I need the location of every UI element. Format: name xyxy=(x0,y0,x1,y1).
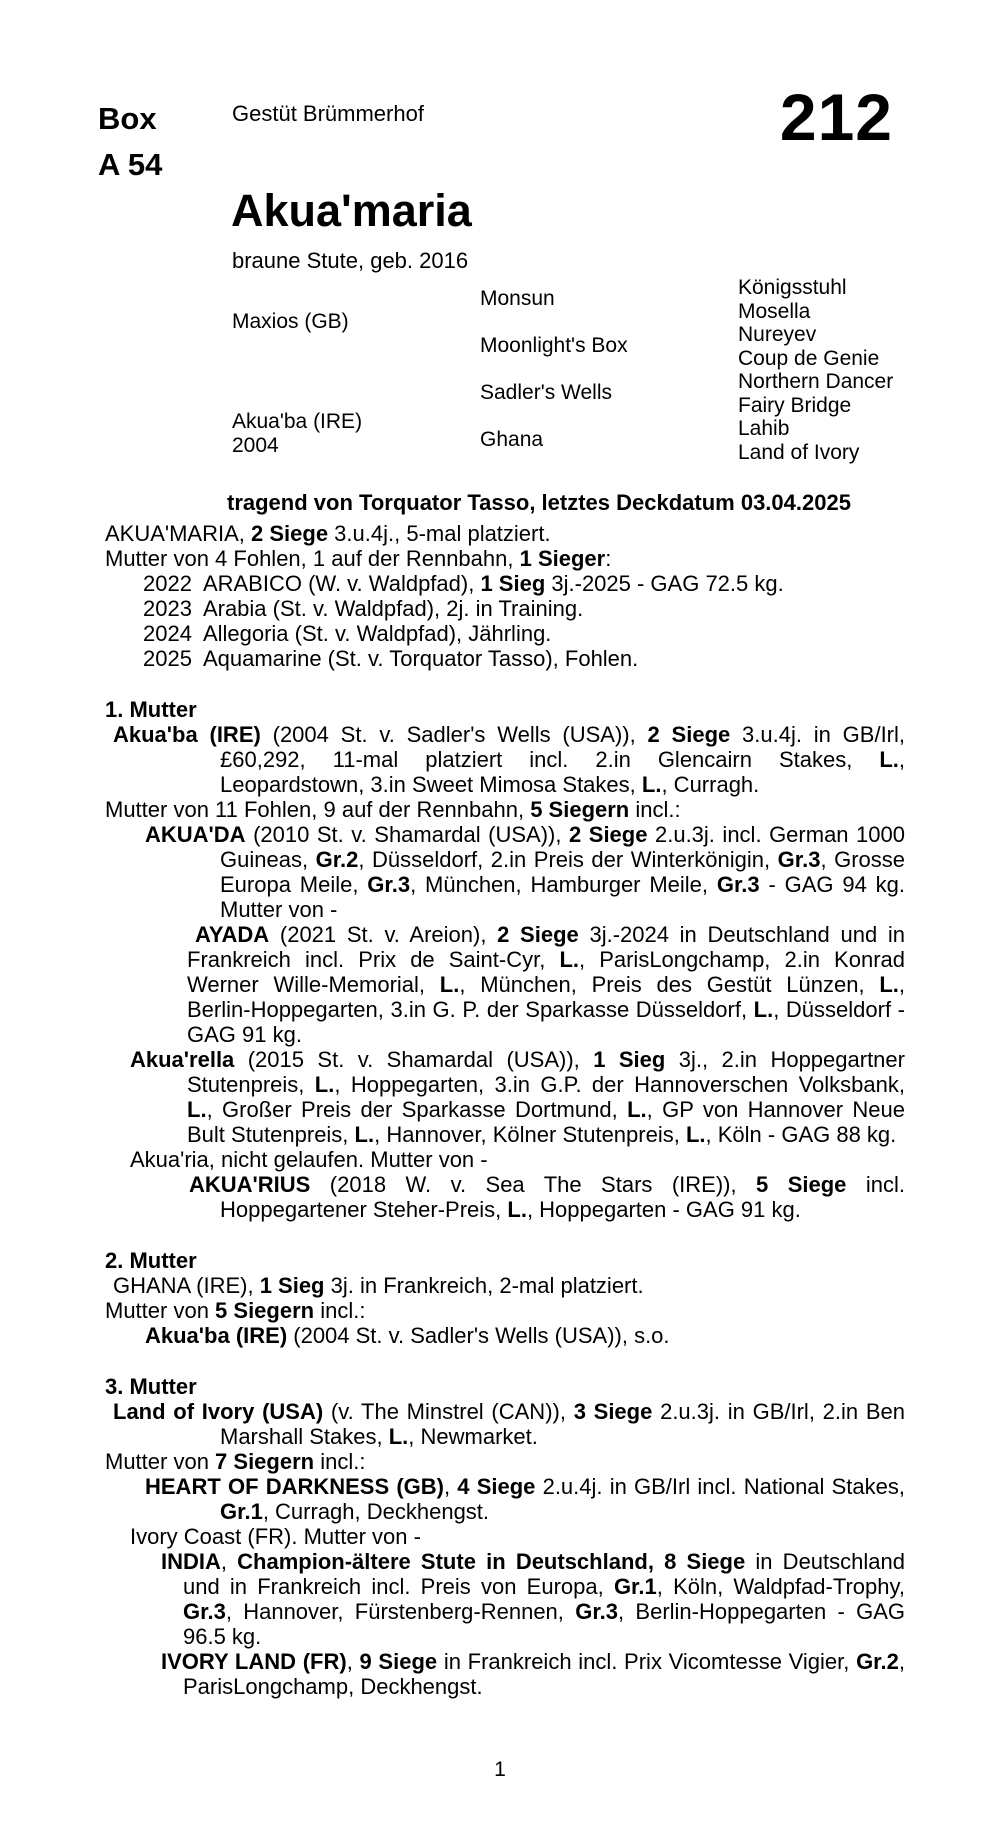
body-paragraph xyxy=(105,546,905,571)
body-paragraph xyxy=(105,1298,905,1323)
bold-text-run: L. xyxy=(879,972,899,997)
body-paragraph xyxy=(105,571,905,596)
body-paragraph xyxy=(105,1273,905,1298)
text-run: : xyxy=(605,546,612,571)
bold-text-run: 2 Siege xyxy=(647,722,731,747)
pedigree-gp-group-2 xyxy=(738,323,879,370)
bold-text-run: L. xyxy=(388,1424,409,1449)
pedigree-gp-name: Northern Dancer xyxy=(738,370,894,393)
bold-text-run: L. xyxy=(753,997,774,1022)
pedigree-dam-name: Akua'ba (IRE) xyxy=(232,410,363,433)
body-paragraph xyxy=(105,722,905,797)
text-run: , München, Preis des Gestüt Lünzen, xyxy=(459,972,880,997)
pedigree-gp-group-1 xyxy=(738,276,847,323)
text-run: , xyxy=(346,1649,360,1674)
consignor-name: Gestüt Brümmerhof xyxy=(232,101,424,126)
bold-text-run: Akua'ba (IRE) xyxy=(113,722,261,747)
bold-text-run: Gr.2 xyxy=(315,847,359,872)
bold-text-run: 1 Sieg xyxy=(259,1273,325,1298)
bold-text-run: Akua'rella xyxy=(130,1047,235,1072)
text-run: 2.u.3j. incl. German 1000 Guineas, xyxy=(220,822,905,872)
text-run: GHANA (IRE), xyxy=(113,1273,260,1298)
text-run: , Curragh. xyxy=(661,772,760,797)
text-run: , Düsseldorf - GAG 91 kg. xyxy=(187,997,905,1047)
text-run: , Hoppegarten - GAG 91 kg. xyxy=(526,1197,801,1222)
text-run: , Hannover, Fürstenberg-Rennen, xyxy=(225,1599,576,1624)
section-heading xyxy=(105,697,905,722)
bold-text-run: IVORY LAND (FR) xyxy=(161,1649,347,1674)
text-run: 3j.-2025 - GAG 72.5 kg. xyxy=(545,571,784,596)
pedigree-dam-sire: Sadler's Wells xyxy=(480,381,612,404)
bold-text-run: L. xyxy=(685,1122,706,1147)
pedigree-sire: Maxios (GB) xyxy=(232,310,349,333)
text-run: , Berlin-Hoppegarten - GAG 96.5 kg. xyxy=(183,1599,905,1649)
bold-text-run: AYADA xyxy=(195,922,270,947)
body-paragraph xyxy=(105,1549,905,1649)
text-run: , Newmarket. xyxy=(408,1424,538,1449)
pedigree-gp-name: Mosella xyxy=(738,299,811,323)
text-run: , Großer Preis der Sparkasse Dortmund, xyxy=(206,1097,628,1122)
text-run: Mutter von 4 Fohlen, 1 auf der Rennbahn, xyxy=(105,546,520,571)
bold-text-run: Land of Ivory (USA) xyxy=(113,1399,324,1424)
text-run: 3.u.4j. in GB/Irl, £60,292, 11-mal platziert incl. 2.in Glencairn Stakes, xyxy=(220,722,906,772)
body-paragraph xyxy=(105,822,905,922)
text-run: , ParisLongchamp, 2.in Konrad Werner Wille-Memorial, xyxy=(187,947,905,997)
bold-text-run: Akua'ba (IRE) xyxy=(145,1323,288,1348)
text-run: , Köln - GAG 88 kg. xyxy=(705,1122,897,1147)
text-run: , Köln, Waldpfad-Trophy, xyxy=(656,1574,905,1599)
pedigree-gp-name: Königsstuhl xyxy=(738,276,847,299)
body-paragraph xyxy=(105,521,905,546)
text-run: 2023 Arabia (St. v. Waldpfad), 2j. in Training. xyxy=(143,596,584,621)
bold-text-run: Gr.1 xyxy=(220,1499,263,1524)
pedigree-gp-name: Lahib xyxy=(738,417,790,440)
pedigree-dam-dam: Ghana xyxy=(480,428,544,451)
box-number: A 54 xyxy=(98,147,163,182)
bold-text-run: Gr.2 xyxy=(856,1649,899,1674)
body-paragraph xyxy=(105,1449,905,1474)
pedigree-gp-name: Nureyev xyxy=(738,323,817,346)
bold-text-run: 2 Siege xyxy=(569,822,648,847)
text-run: (2004 St. v. Sadler's Wells (USA)), xyxy=(260,722,648,747)
text-run: 3j.-2024 in Deutschland und in Frankreich incl. Prix de Saint-Cyr, xyxy=(187,922,905,972)
bold-text-run: Gr.3 xyxy=(777,847,821,872)
bold-text-run: Gr.3 xyxy=(716,872,760,897)
bold-text-run: L. xyxy=(641,772,662,797)
box-word: Box xyxy=(98,101,157,136)
text-run: Mutter von 11 Fohlen, 9 auf der Rennbahn, xyxy=(105,797,531,822)
pedigree-gp-name: Fairy Bridge xyxy=(738,393,852,417)
bold-text-run: 2. Mutter xyxy=(105,1248,197,1273)
pedigree-dam-year: 2004 xyxy=(232,433,279,457)
text-run: 2.u.3j. in GB/Irl, 2.in Ben Marshall Stakes, xyxy=(220,1399,905,1449)
horse-name: Akua'maria xyxy=(231,185,472,236)
text-run: , ParisLongchamp, Deckhengst. xyxy=(183,1649,905,1699)
body-paragraph xyxy=(105,621,905,646)
text-run: 2022 ARABICO (W. v. Waldpfad), xyxy=(143,571,481,596)
bold-text-run: L. xyxy=(627,1097,647,1122)
bold-text-run: Gr.3 xyxy=(367,872,411,897)
pedigree-gp-name: Land of Ivory xyxy=(738,440,860,464)
text-run: incl.: xyxy=(314,1298,366,1323)
body-paragraph xyxy=(105,1399,905,1449)
text-run: (2004 St. v. Sadler's Wells (USA)), s.o. xyxy=(287,1323,670,1348)
text-run: , Düsseldorf, 2.in Preis der Winterkönigin, xyxy=(358,847,778,872)
bold-text-run: Gr.3 xyxy=(183,1599,226,1624)
box-label xyxy=(98,96,162,188)
bold-text-run: 1. Mutter xyxy=(105,697,197,722)
pedigree-sire-dam: Moonlight's Box xyxy=(480,334,628,357)
bold-text-run: 2 Siege xyxy=(497,922,579,947)
page-number: 1 xyxy=(494,1758,506,1781)
bold-text-run: 2 Siege xyxy=(251,521,329,546)
text-run: (2015 St. v. Shamardal (USA)), xyxy=(234,1047,594,1072)
text-run: , Grosse Europa Meile, xyxy=(220,847,905,897)
body-paragraph xyxy=(105,1649,905,1699)
body-paragraph xyxy=(105,922,905,1047)
text-run: Akua'ria, nicht gelaufen. Mutter von - xyxy=(130,1147,488,1172)
text-run: , xyxy=(443,1474,458,1499)
body-paragraph xyxy=(105,646,905,671)
lot-number: 212 xyxy=(779,80,893,154)
text-run: Mutter von xyxy=(105,1298,216,1323)
body-paragraph xyxy=(105,1047,905,1147)
text-run: 3j. in Frankreich, 2-mal platziert. xyxy=(324,1273,644,1298)
bold-text-run: L. xyxy=(439,972,460,997)
text-run: in Frankreich incl. Prix Vicomtesse Vigier, xyxy=(437,1649,857,1674)
body-paragraph xyxy=(105,596,905,621)
section-heading xyxy=(105,1248,905,1273)
text-run: , xyxy=(220,1549,238,1574)
covering-note: tragend von Torquator Tasso, letztes Deckdatum 03.04.2025 xyxy=(227,490,851,515)
pedigree-gp-group-4 xyxy=(738,417,859,464)
bold-text-run: 4 Siege xyxy=(457,1474,536,1499)
body-paragraph xyxy=(105,1474,905,1524)
bold-text-run: 5 Siegern xyxy=(530,797,630,822)
text-run: , Hoppegarten, 3.in G.P. der Hannoverschen Volksbank, xyxy=(334,1072,905,1097)
body-paragraph xyxy=(105,1147,905,1172)
bold-text-run: 1 Sieg xyxy=(480,571,546,596)
bold-text-run: 3 Siege xyxy=(573,1399,653,1424)
text-run: incl.: xyxy=(629,797,681,822)
pedigree-gp-group-3 xyxy=(738,370,893,417)
text-run: , GP von Hannover Neue Bult Stutenpreis, xyxy=(187,1097,906,1147)
bold-text-run: 7 Siegern xyxy=(215,1449,315,1474)
bold-text-run: HEART OF DARKNESS (GB) xyxy=(145,1474,444,1499)
text-run: Ivory Coast (FR). Mutter von - xyxy=(130,1524,421,1549)
bold-text-run: 5 Siegern xyxy=(215,1298,315,1323)
body-paragraph xyxy=(105,1172,905,1222)
text-run: in Deutschland und in Frankreich incl. Preis von Europa, xyxy=(183,1549,905,1599)
bold-text-run: 1 Sieg xyxy=(593,1047,666,1072)
text-run: AKUA'MARIA, xyxy=(105,521,252,546)
text-run: - GAG 94 kg. Mutter von - xyxy=(220,872,905,922)
bold-text-run: L. xyxy=(354,1122,375,1147)
bold-text-run: L. xyxy=(879,747,899,772)
text-run: , München, Hamburger Meile, xyxy=(410,872,717,897)
bold-text-run: L. xyxy=(314,1072,335,1097)
text-run: , Hannover, Kölner Stutenpreis, xyxy=(374,1122,686,1147)
text-run: incl. Hoppegartener Steher-Preis, xyxy=(220,1172,905,1222)
bold-text-run: L. xyxy=(507,1197,527,1222)
text-run: (2010 St. v. Shamardal (USA)), xyxy=(245,822,570,847)
text-run: 2.u.4j. in GB/Irl incl. National Stakes, xyxy=(535,1474,905,1499)
text-run: 3.u.4j., 5-mal platziert. xyxy=(328,521,551,546)
horse-description: braune Stute, geb. 2016 xyxy=(232,248,469,273)
section-heading xyxy=(105,1374,905,1399)
text-run: 3j., 2.in Hoppegartner Stutenpreis, xyxy=(187,1047,905,1097)
bold-text-run: AKUA'RIUS xyxy=(189,1172,311,1197)
text-run: , Berlin-Hoppegarten, 3.in G. P. der Sparkasse Düsseldorf, xyxy=(187,972,905,1022)
bold-text-run: L. xyxy=(187,1097,207,1122)
pedigree-dam xyxy=(232,410,362,457)
bold-text-run: Champion-ältere Stute in Deutschland, 8 Siege xyxy=(237,1549,746,1574)
text-run: , Curragh, Deckhengst. xyxy=(262,1499,490,1524)
body-paragraph xyxy=(105,1323,905,1348)
bold-text-run: AKUA'DA xyxy=(145,822,246,847)
text-run: (v. The Minstrel (CAN)), xyxy=(323,1399,574,1424)
pedigree-text-body xyxy=(105,521,905,1699)
text-run: , Leopardstown, 3.in Sweet Mimosa Stakes, xyxy=(220,747,905,797)
text-run: Mutter von xyxy=(105,1449,216,1474)
bold-text-run: Gr.3 xyxy=(575,1599,619,1624)
bold-text-run: INDIA xyxy=(161,1549,221,1574)
bold-text-run: 5 Siege xyxy=(756,1172,847,1197)
text-run: (2018 W. v. Sea The Stars (IRE)), xyxy=(310,1172,757,1197)
bold-text-run: Gr.1 xyxy=(613,1574,657,1599)
text-run: (2021 St. v. Areion), xyxy=(269,922,498,947)
text-run: 2024 Allegoria (St. v. Waldpfad), Jährling. xyxy=(143,621,552,646)
body-paragraph xyxy=(105,1524,905,1549)
text-run: 2025 Aquamarine (St. v. Torquator Tasso), Fohlen. xyxy=(143,646,639,671)
bold-text-run: 1 Sieger xyxy=(519,546,606,571)
body-paragraph xyxy=(105,797,905,822)
bold-text-run: 9 Siege xyxy=(359,1649,438,1674)
text-run: incl.: xyxy=(314,1449,366,1474)
pedigree-sire-sire: Monsun xyxy=(480,287,555,310)
bold-text-run: L. xyxy=(559,947,579,972)
bold-text-run: 3. Mutter xyxy=(105,1374,197,1399)
pedigree-gp-name: Coup de Genie xyxy=(738,346,880,370)
